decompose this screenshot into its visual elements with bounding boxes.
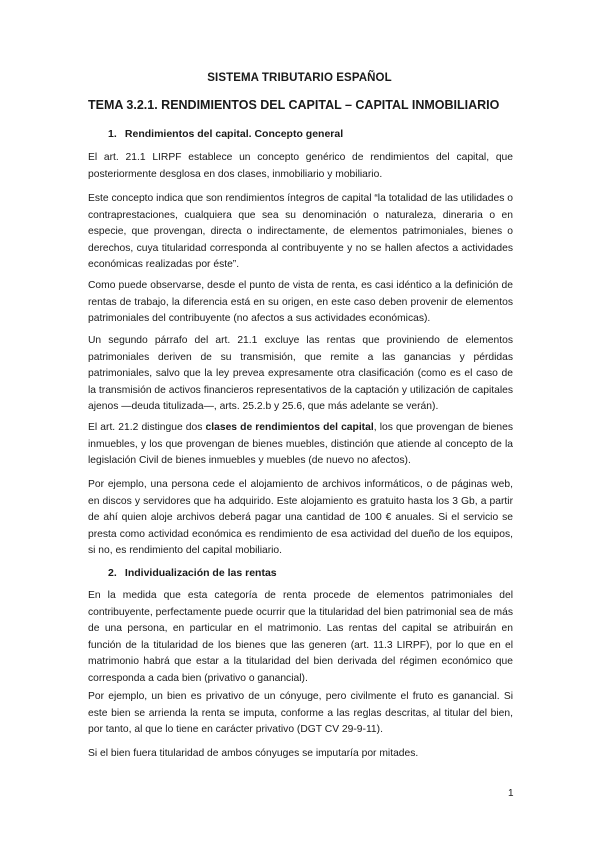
paragraph: El art. 21.1 LIRPF establece un concepto genérico de rendimientos del capital, que posteriormente desglosa en dos clases, inmobiliario y mobiliario. [88, 152, 513, 180]
paragraph: Este concepto indica que son rendimientos íntegros de capital “la totalidad de las utilidades o contraprestaciones, cualquiera que sea su denominación o naturaleza, dineraria o en especie, que provengan, directa o indirectamente, de elementos patrimoniales, bienes o derechos, cuya titularidad corresponda al contribuyente y no se hallen afectos a actividades económicas realizadas por éste”. [88, 193, 513, 271]
section-number: 1. [108, 128, 117, 140]
paragraph: En la medida que esta categoría de renta procede de elementos patrimoniales del contribuyente, perfectamente puede ocurrir que la titularidad del bien patrimonial sea de más de una persona, en particular en el matrimonio. Las rentas del capital se atribuirán en función de la titularidad de los bienes que las generen (art. 11.3 LIRPF), por lo que en el matrimonio habrá que estar a la titularidad del bien derivada del régimen económico que corresponda a cada bien (privativo o ganancial). [88, 590, 513, 684]
paragraph: Si el bien fuera titularidad de ambos cónyuges se imputaría por mitades. [88, 748, 419, 759]
paragraph: Por ejemplo, un bien es privativo de un cónyuge, pero civilmente el fruto es ganancial. Si este bien se arrienda la renta se imputa, conforme a las reglas descritas, al titular del bien, por tanto, al que lo tiene en carácter privativo (DGT CV 29-9-11). [88, 691, 513, 736]
paragraph-text: , los que provengan de bienes inmuebles, y los que provengan de bienes muebles, distinción que atiende al concepto de la legislación Civil de bienes inmuebles y muebles (de nuevo no afectos). [88, 422, 513, 467]
document-title: SISTEMA TRIBUTARIO ESPAÑOL [207, 72, 392, 84]
paragraph-text: El art. 21.2 distingue dos [88, 422, 206, 433]
section-number: 2. [108, 567, 117, 579]
paragraph: Por ejemplo, una persona cede el alojamiento de archivos informáticos, o de páginas web, en discos y servidores que ha adquirido. Este alojamiento es gratuito hasta los 3 Gb, a partir de ahí quien aloje archivos deberá pagar una cantidad de 100 € anuales. Si el servicio se presta como actividad económica es rendimiento de esa actividad del dueño de los equipos, si no, es rendimiento del capital mobiliario. [88, 479, 513, 557]
page-number: 1 [508, 788, 514, 799]
section-heading-1 [108, 128, 343, 140]
emphasis-text: clases de rendimientos del capital [205, 422, 374, 433]
paragraph [88, 420, 513, 470]
section-heading-2 [108, 567, 277, 579]
paragraph: Un segundo párrafo del art. 21.1 excluye las rentas que proviniendo de elementos patrimoniales deriven de su transmisión, que remite a las ganancias y pérdidas patrimoniales, salvo que la ley prevea expresamente otra clasificación (como es el caso de la transmisión de activos financieros representativos de la captación y utilización de capitales ajenos —deuda titulizada—, arts. 25.2.b y 25.6, que más adelante se verán). [88, 335, 513, 413]
topic-title: TEMA 3.2.1. RENDIMIENTOS DEL CAPITAL – CAPITAL INMOBILIARIO [88, 98, 500, 112]
section-title-text: Individualización de las rentas [124, 567, 277, 579]
section-title-text: Rendimientos del capital. Concepto general [124, 128, 344, 140]
paragraph: Como puede observarse, desde el punto de vista de renta, es casi idéntico a la definición de rentas de trabajo, la diferencia está en su origen, en este caso deben provenir de elementos patrimoniales del contribuyente (no afectos a sus actividades económicas). [88, 280, 513, 325]
